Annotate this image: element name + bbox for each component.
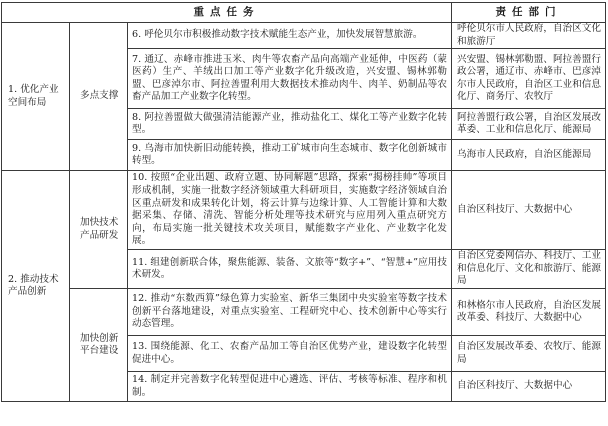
category-cell: 2. 推动技术产品创新 bbox=[2, 171, 70, 402]
task-cell: 7. 通辽、赤峰市推进玉米、肉牛等农畜产品向高端产业延伸，中医药（蒙医药）生产、羊绒出口加工等产业数字化升级改造，兴安盟、锡林郭勒盟、巴彦淖尔市、阿拉善盟利用大数据技术推动肉牛、肉羊、奶制品等农畜产品加工产业数字化转型。 bbox=[128, 49, 452, 109]
table-header-row bbox=[2, 3, 606, 23]
dept-cell: 兴安盟、锡林郭勒盟、阿拉善盟行政公署，通辽市、赤峰市、巴彦淖尔市人民政府，自治区工业和信息化厅、商务厅、农牧厅 bbox=[452, 49, 606, 109]
dept-column-header: 责任部门 bbox=[452, 3, 606, 23]
table-row bbox=[2, 23, 606, 49]
task-cell: 6. 呼伦贝尔市积极推动数字技术赋能生态产业，加快发展智慧旅游。 bbox=[128, 23, 452, 49]
table-row bbox=[2, 289, 606, 336]
dept-cell: 自治区发展改革委、农牧厅、能源局 bbox=[452, 336, 606, 372]
subcategory-cell: 多点支撑 bbox=[70, 23, 128, 171]
task-cell: 14. 制定并完善数字化转型促进中心遴选、评估、考核等标准、程序和机制。 bbox=[128, 372, 452, 402]
category-cell: 1. 优化产业空间布局 bbox=[2, 23, 70, 171]
dept-cell: 自治区科技厅、大数据中心 bbox=[452, 372, 606, 402]
task-cell: 12. 推动“东数西算”绿色算力实验室、新华三集团中央实验室等数字技术创新平台落地建设，对重点实验室、工程研究中心、技术创新中心等实行动态管理。 bbox=[128, 289, 452, 336]
dept-cell: 乌海市人民政府，自治区能源局 bbox=[452, 140, 606, 171]
task-cell: 10. 按照“企业出题、政府立题、协同解题”思路，探索“揭榜挂帅”等项目形成机制，实施一批数字经济领域重大科研项目，实施数字经济领域自治区重点研发和成果转化计划，将云计算与边缘计算、人工智能计算和大数据采集、存储、清洗、智能分析处理等技术研究与应用列入重点研究方向，布局实施一批关键技术攻关项目，赋能数字产业化、产业数字化发展。 bbox=[128, 171, 452, 250]
dept-cell: 自治区党委网信办、科技厅、工业和信息化厅、文化和旅游厅、能源局 bbox=[452, 250, 606, 289]
dept-cell: 呼伦贝尔市人民政府，自治区文化和旅游厅 bbox=[452, 23, 606, 49]
table-row bbox=[2, 171, 606, 250]
task-cell: 11. 组建创新联合体，聚焦能源、装备、文旅等“数字+”、“智慧+”应用技术研发。 bbox=[128, 250, 452, 289]
dept-cell: 和林格尔市人民政府，自治区发展改革委、科技厅、大数据中心 bbox=[452, 289, 606, 336]
task-column-header: 重点任务 bbox=[2, 3, 452, 23]
task-cell: 9. 乌海市加快新旧动能转换，推动工矿城市向生态城市、数字化创新城市转型。 bbox=[128, 140, 452, 171]
tasks-table bbox=[1, 2, 606, 402]
subcategory-cell: 加快创新平台建设 bbox=[70, 289, 128, 402]
task-cell: 8. 阿拉善盟做大做强清洁能源产业，推动盐化工、煤化工等产业数字化转型。 bbox=[128, 109, 452, 140]
dept-cell: 自治区科技厅、大数据中心 bbox=[452, 171, 606, 250]
dept-cell: 阿拉善盟行政公署，自治区发展改革委、工业和信息化厅、能源局 bbox=[452, 109, 606, 140]
task-cell: 13. 围绕能源、化工、农畜产品加工等自治区优势产业，建设数字化转型促进中心。 bbox=[128, 336, 452, 372]
subcategory-cell: 加快技术产品研发 bbox=[70, 171, 128, 289]
document-sheet bbox=[1, 2, 607, 422]
